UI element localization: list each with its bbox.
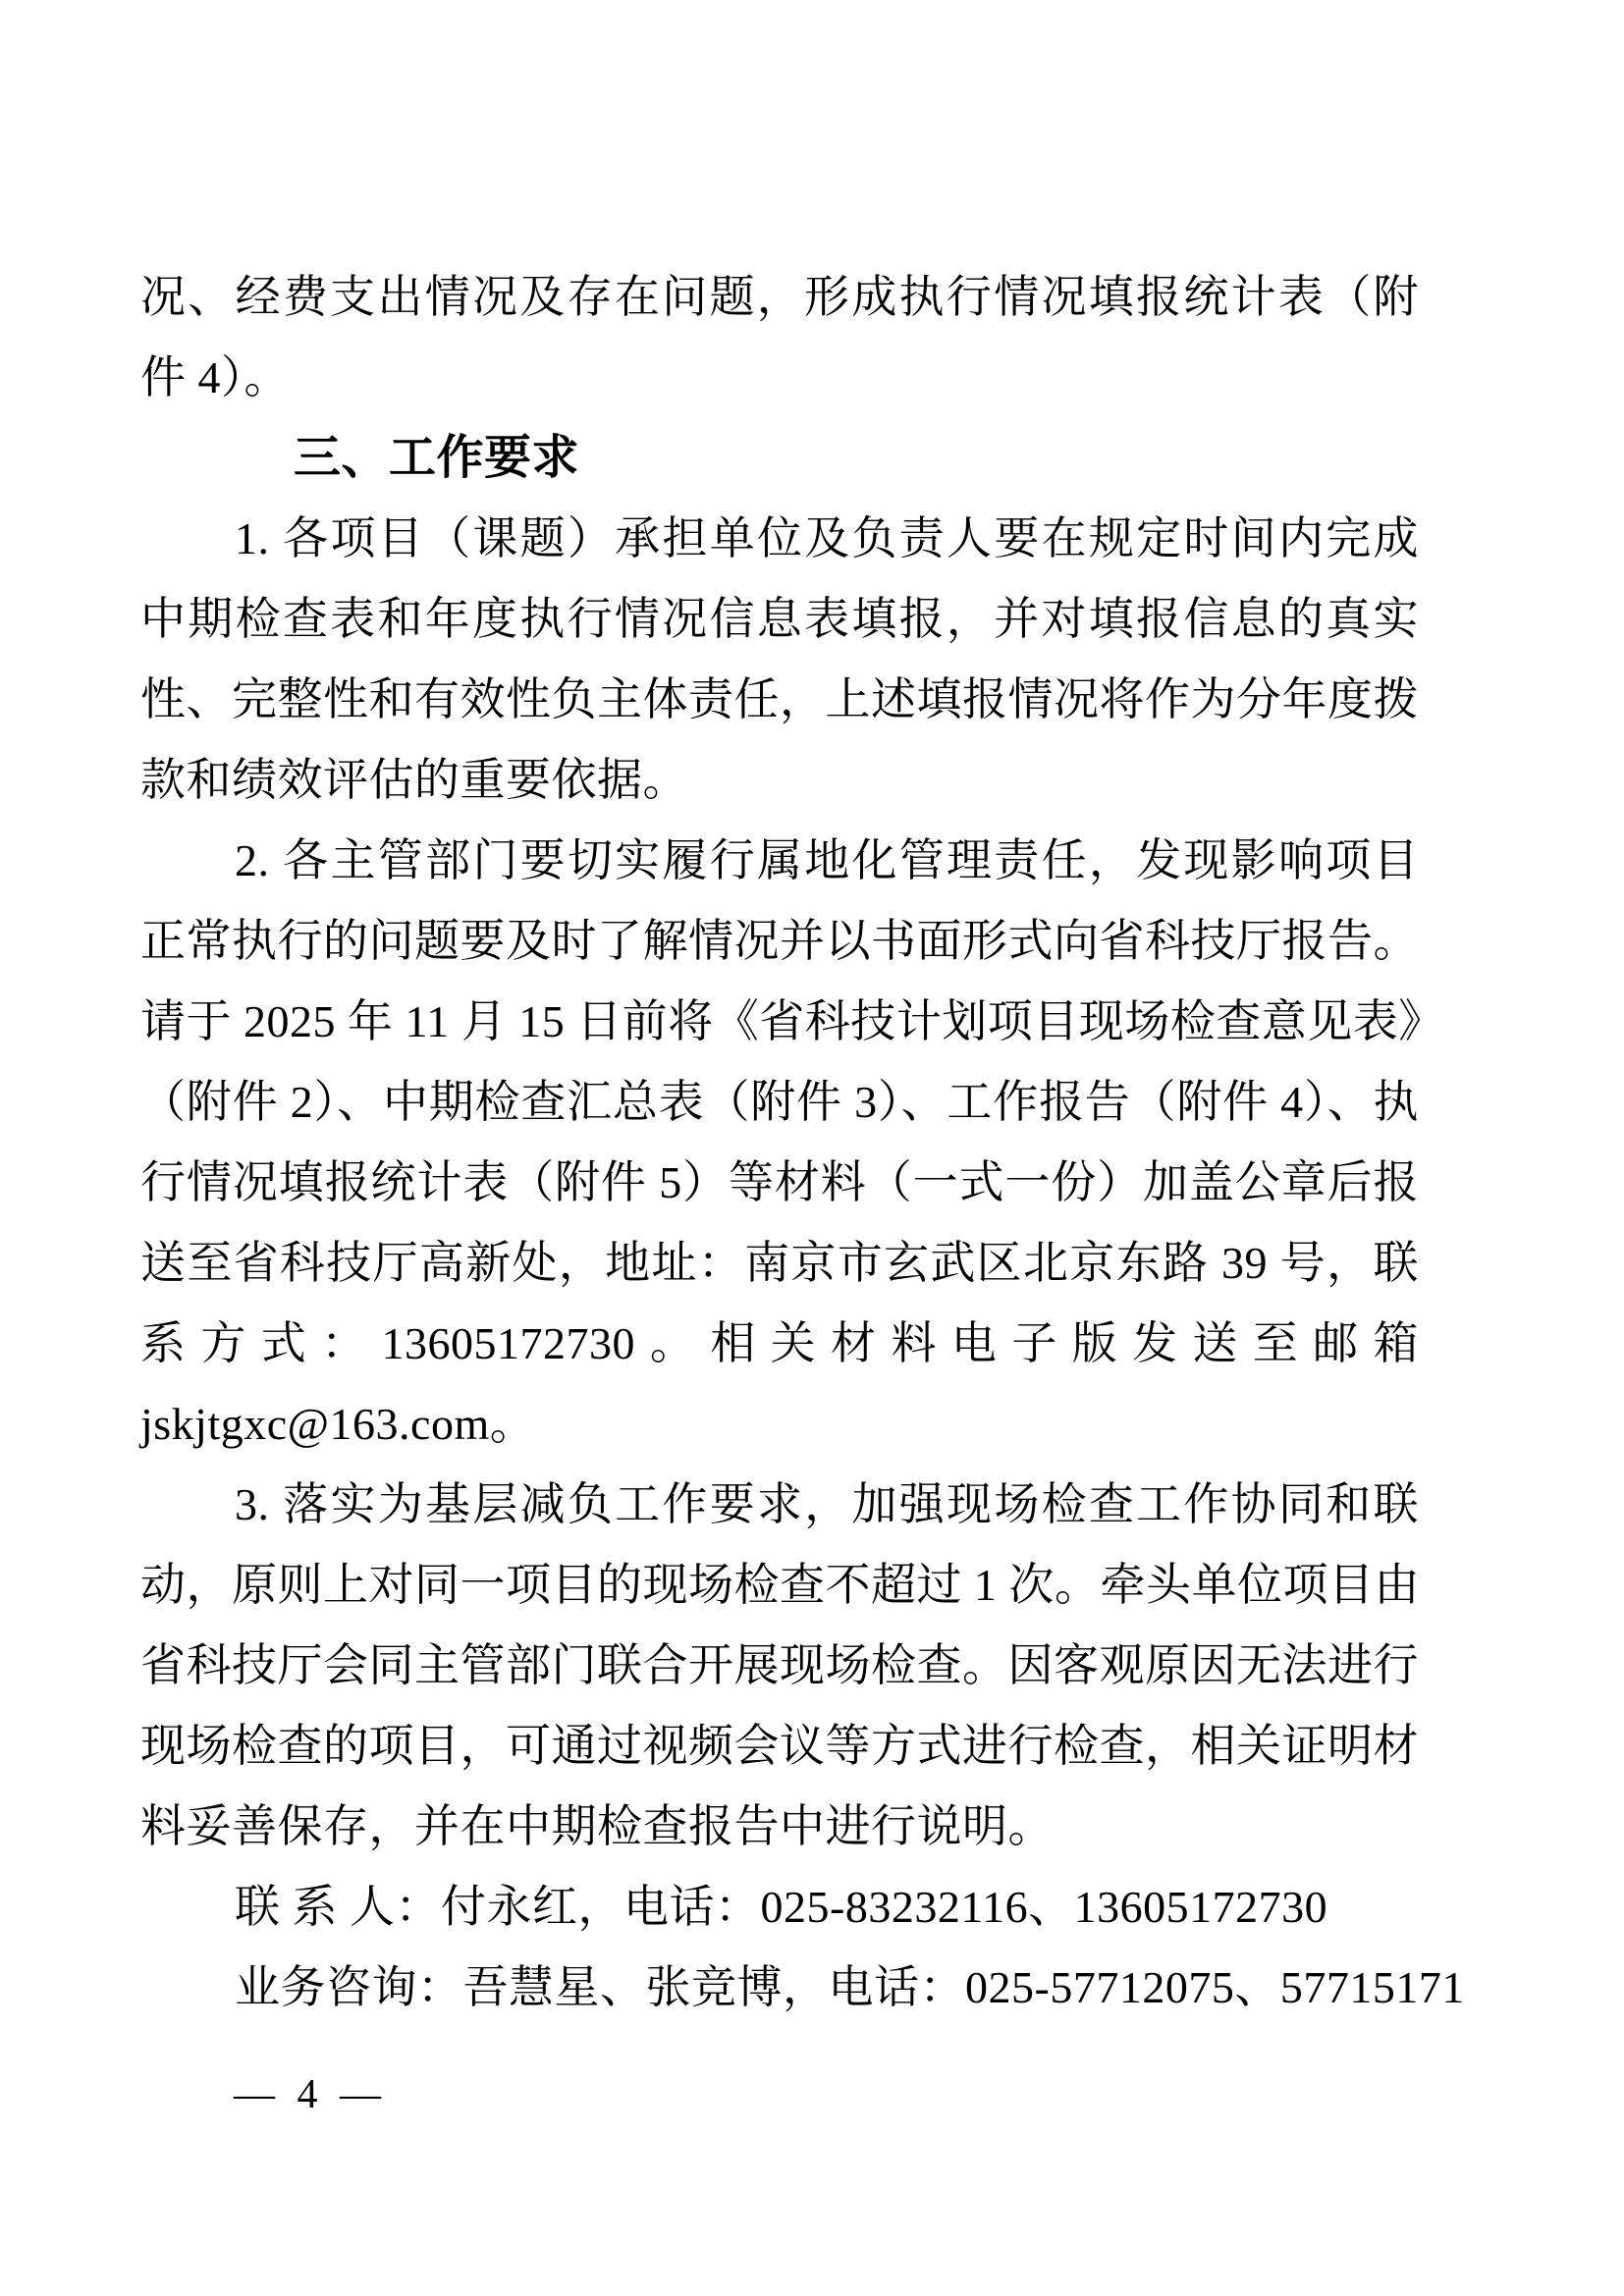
body-line: 现场检查的项目，可通过视频会议等方式进行检查，相关证明材 bbox=[140, 1721, 1419, 1771]
page-number: — 4 — bbox=[234, 2072, 387, 2117]
email-line: jskjtgxc@163.com。 bbox=[140, 1399, 536, 1449]
body-line: 1. 各项目（课题）承担单位及负责人要在规定时间内完成 bbox=[235, 513, 1419, 563]
body-line: 正常执行的问题要及时了解情况并以书面形式向省科技厅报告。 bbox=[140, 916, 1419, 966]
body-line: 料妥善保存，并在中期检查报告中进行说明。 bbox=[140, 1801, 1054, 1851]
body-line: 件 4）。 bbox=[140, 352, 290, 402]
body-line: 送至省科技厅高新处，地址：南京市玄武区北京东路 39 号，联 bbox=[140, 1238, 1419, 1288]
contact-line: 联 系 人：付永红，电话：025-83232116、13605172730 bbox=[235, 1882, 1328, 1932]
contact-line: 业务咨询：吾慧星、张竞博，电话：025-57712075、57715171 bbox=[235, 1962, 1465, 2012]
body-line: 请于 2025 年 11 月 15 日前将《省科技计划项目现场检查意见表》 bbox=[140, 996, 1444, 1046]
body-line: 动，原则上对同一项目的现场检查不超过 1 次。牵头单位项目由 bbox=[140, 1560, 1420, 1610]
body-line: 况、经费支出情况及存在问题，形成执行情况填报统计表（附 bbox=[140, 272, 1419, 322]
body-line: 性、完整性和有效性负主体责任，上述填报情况将作为分年度拨 bbox=[140, 674, 1419, 724]
body-line: 3. 落实为基层减负工作要求，加强现场检查工作协同和联 bbox=[235, 1479, 1419, 1529]
body-line: 行情况填报统计表（附件 5）等材料（一式一份）加盖公章后报 bbox=[140, 1157, 1419, 1207]
section-heading: 三、工作要求 bbox=[294, 432, 580, 484]
body-line: 款和绩效评估的重要依据。 bbox=[140, 755, 688, 805]
body-line: 中期检查表和年度执行情况信息表填报，并对填报信息的真实 bbox=[140, 594, 1419, 644]
body-line: 系方式：13605172730。相关材料电子版发送至邮箱 bbox=[140, 1318, 1419, 1368]
body-line: 2. 各主管部门要切实履行属地化管理责任，发现影响项目 bbox=[235, 835, 1419, 885]
body-line: （附件 2）、中期检查汇总表（附件 3）、工作报告（附件 4）、执 bbox=[140, 1077, 1419, 1127]
document-body bbox=[140, 257, 1465, 2028]
body-line: 省科技厅会同主管部门联合开展现场检查。因客观原因无法进行 bbox=[140, 1640, 1419, 1690]
